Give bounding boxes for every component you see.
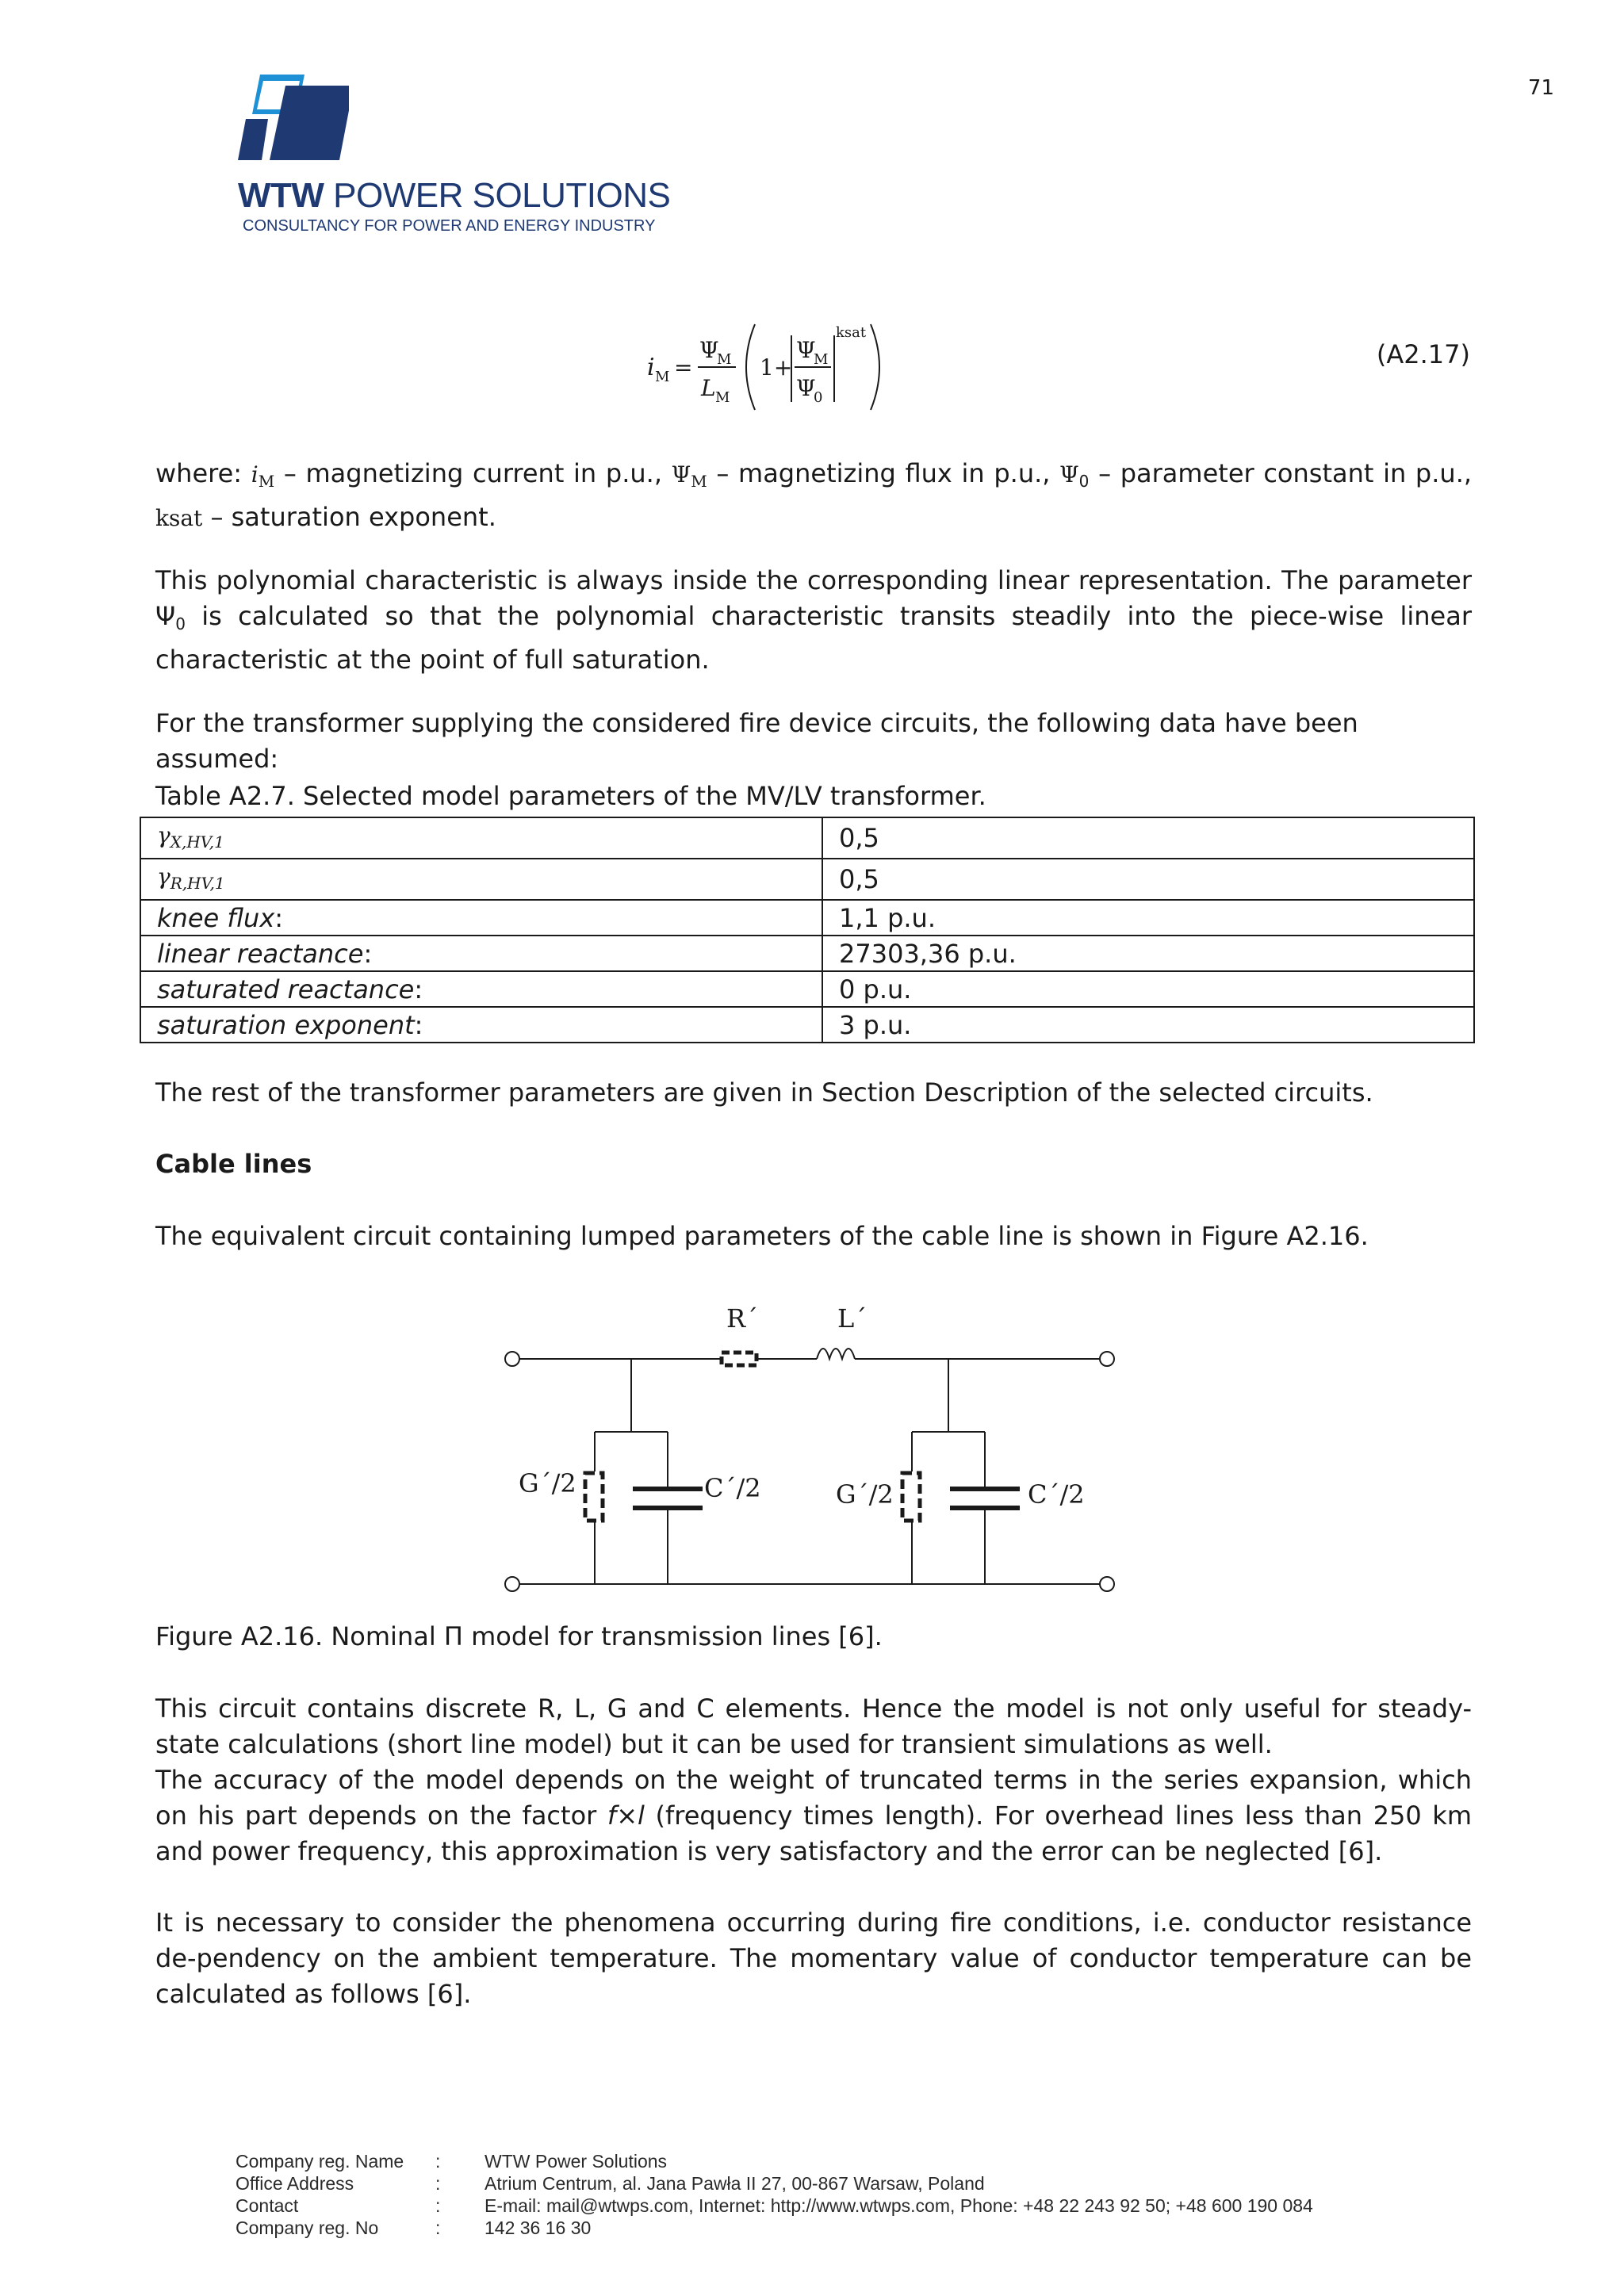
eq-inner-num-sub: M [814,351,829,368]
page-number: 71 [1527,76,1554,100]
table-cell-param: saturated reactance: [140,971,822,1007]
logo-tagline: CONSULTANCY FOR POWER AND ENERGY INDUSTRY [243,217,656,235]
eq-exponent: ksat [836,324,867,341]
eq-left-paren [746,324,755,410]
figure-caption: Figure A2.16. Nominal Π model for transmission lines [6]. [155,1621,883,1651]
table-cell-value: 27303,36 p.u. [822,936,1474,971]
eq-right-paren [871,324,879,410]
label-l: L´ [837,1303,868,1334]
equation-a2-17 [619,313,888,420]
table-cell-value: 1,1 p.u. [822,900,1474,936]
table-row [140,900,1474,936]
table-cell-value: 3 p.u. [822,1007,1474,1043]
label-c-left: C´/2 [704,1473,761,1503]
eq-inner-num: Ψ [796,337,816,363]
table-cell-value: 0,5 [822,817,1474,859]
transformer-parameters-table [140,817,1475,1043]
table-row [140,1007,1474,1043]
table-cell-param: saturation exponent: [140,1007,822,1043]
eq-num: Ψ [699,337,719,363]
terminal-top-right [1100,1352,1114,1366]
terminal-top-left [505,1352,519,1366]
paragraph-transformer-data: For the transformer supplying the considered fire device circuits, the following data have been assumed: [155,708,1358,774]
resistor-r-series [722,1353,756,1365]
company-logo [238,75,682,235]
eq-equals: = [674,354,693,381]
label-g-left: G´/2 [519,1468,576,1498]
eq-den-sub: M [715,389,730,406]
paragraph-model-accuracy: The accuracy of the model depends on the weight of truncated terms in the series expansion, which on his part depends on the factor f×l (frequency times length). For overhead lines less than 250 km and power frequency, this approximation is very satisfactory and the error can be neglected [6]. [155,1765,1473,1866]
section-heading-cable-lines: Cable lines [155,1149,312,1179]
table-cell-value: 0,5 [822,859,1474,900]
table-cell-param: linear reactance: [140,936,822,971]
conductance-g-left [585,1473,603,1521]
terminal-bottom-right [1100,1577,1114,1591]
table-cell-param: $\gamma_{X,HV,1}$ [140,817,822,859]
logo-mark-icon [238,75,349,166]
paragraph-polynomial: This polynomial characteristic is always inside the corresponding linear representation. The parameter $\Psi_0$ is calculated so that the polynomial characteristic transits steadily into the piece-wise linear characteristic at the point of full saturation. [155,565,1472,675]
table-cell-param: $\gamma_{R,HV,1}$ [140,859,822,900]
pi-model-circuit-diagram [492,1297,1126,1606]
eq-lhs-sub: M [655,369,670,385]
table-row [140,859,1474,900]
equation-variables: where: $i_M$ – magnetizing current in p.u., $\Psi_M$ – magnetizing flux in p.u., $\Psi_0$ – parameter constant in p.u., ksat – saturation exponent. [155,458,1473,532]
table-caption: Table A2.7. Selected model parameters of the MV/LV transformer. [155,781,986,811]
equation-label: (A2.17) [1376,339,1470,369]
table-cell-param: knee flux: [140,900,822,936]
logo-company-name: WTW POWER SOLUTIONS [238,176,671,215]
label-r: R´ [726,1303,759,1334]
inductor-l-series [817,1349,855,1359]
eq-one-plus: 1+ [760,354,793,381]
eq-inner-den-sub: 0 [814,389,823,406]
eq-num-sub: M [717,351,732,368]
label-g-right: G´/2 [836,1479,894,1510]
table-cell-value: 0 p.u. [822,971,1474,1007]
table-row [140,936,1474,971]
eq-lhs: i [647,354,655,381]
table-row [140,971,1474,1007]
paragraph-equivalent-circuit: The equivalent circuit containing lumped parameters of the cable line is shown in Figure A2.16. [155,1221,1369,1251]
paragraph-rest-parameters: The rest of the transformer parameters are given in Section Description of the selected circuits. [155,1077,1373,1108]
table-row [140,817,1474,859]
eq-inner-den: Ψ [796,375,816,401]
eq-den: L [701,375,716,401]
paragraph-fire-conditions: It is necessary to consider the phenomena occurring during fire conditions, i.e. conductor resistance de-pendency on the ambient temperature. The momentary value of conductor temperature can be calculated as follows [6]. [155,1908,1472,2009]
conductance-g-right [902,1473,920,1521]
terminal-bottom-left [505,1577,519,1591]
paragraph-circuit-elements: This circuit contains discrete R, L, G and C elements. Hence the model is not only useful for steady-state calculations (short line model) but it can be used for transient simulations as well. [155,1693,1472,1759]
label-c-right: C´/2 [1028,1479,1085,1510]
